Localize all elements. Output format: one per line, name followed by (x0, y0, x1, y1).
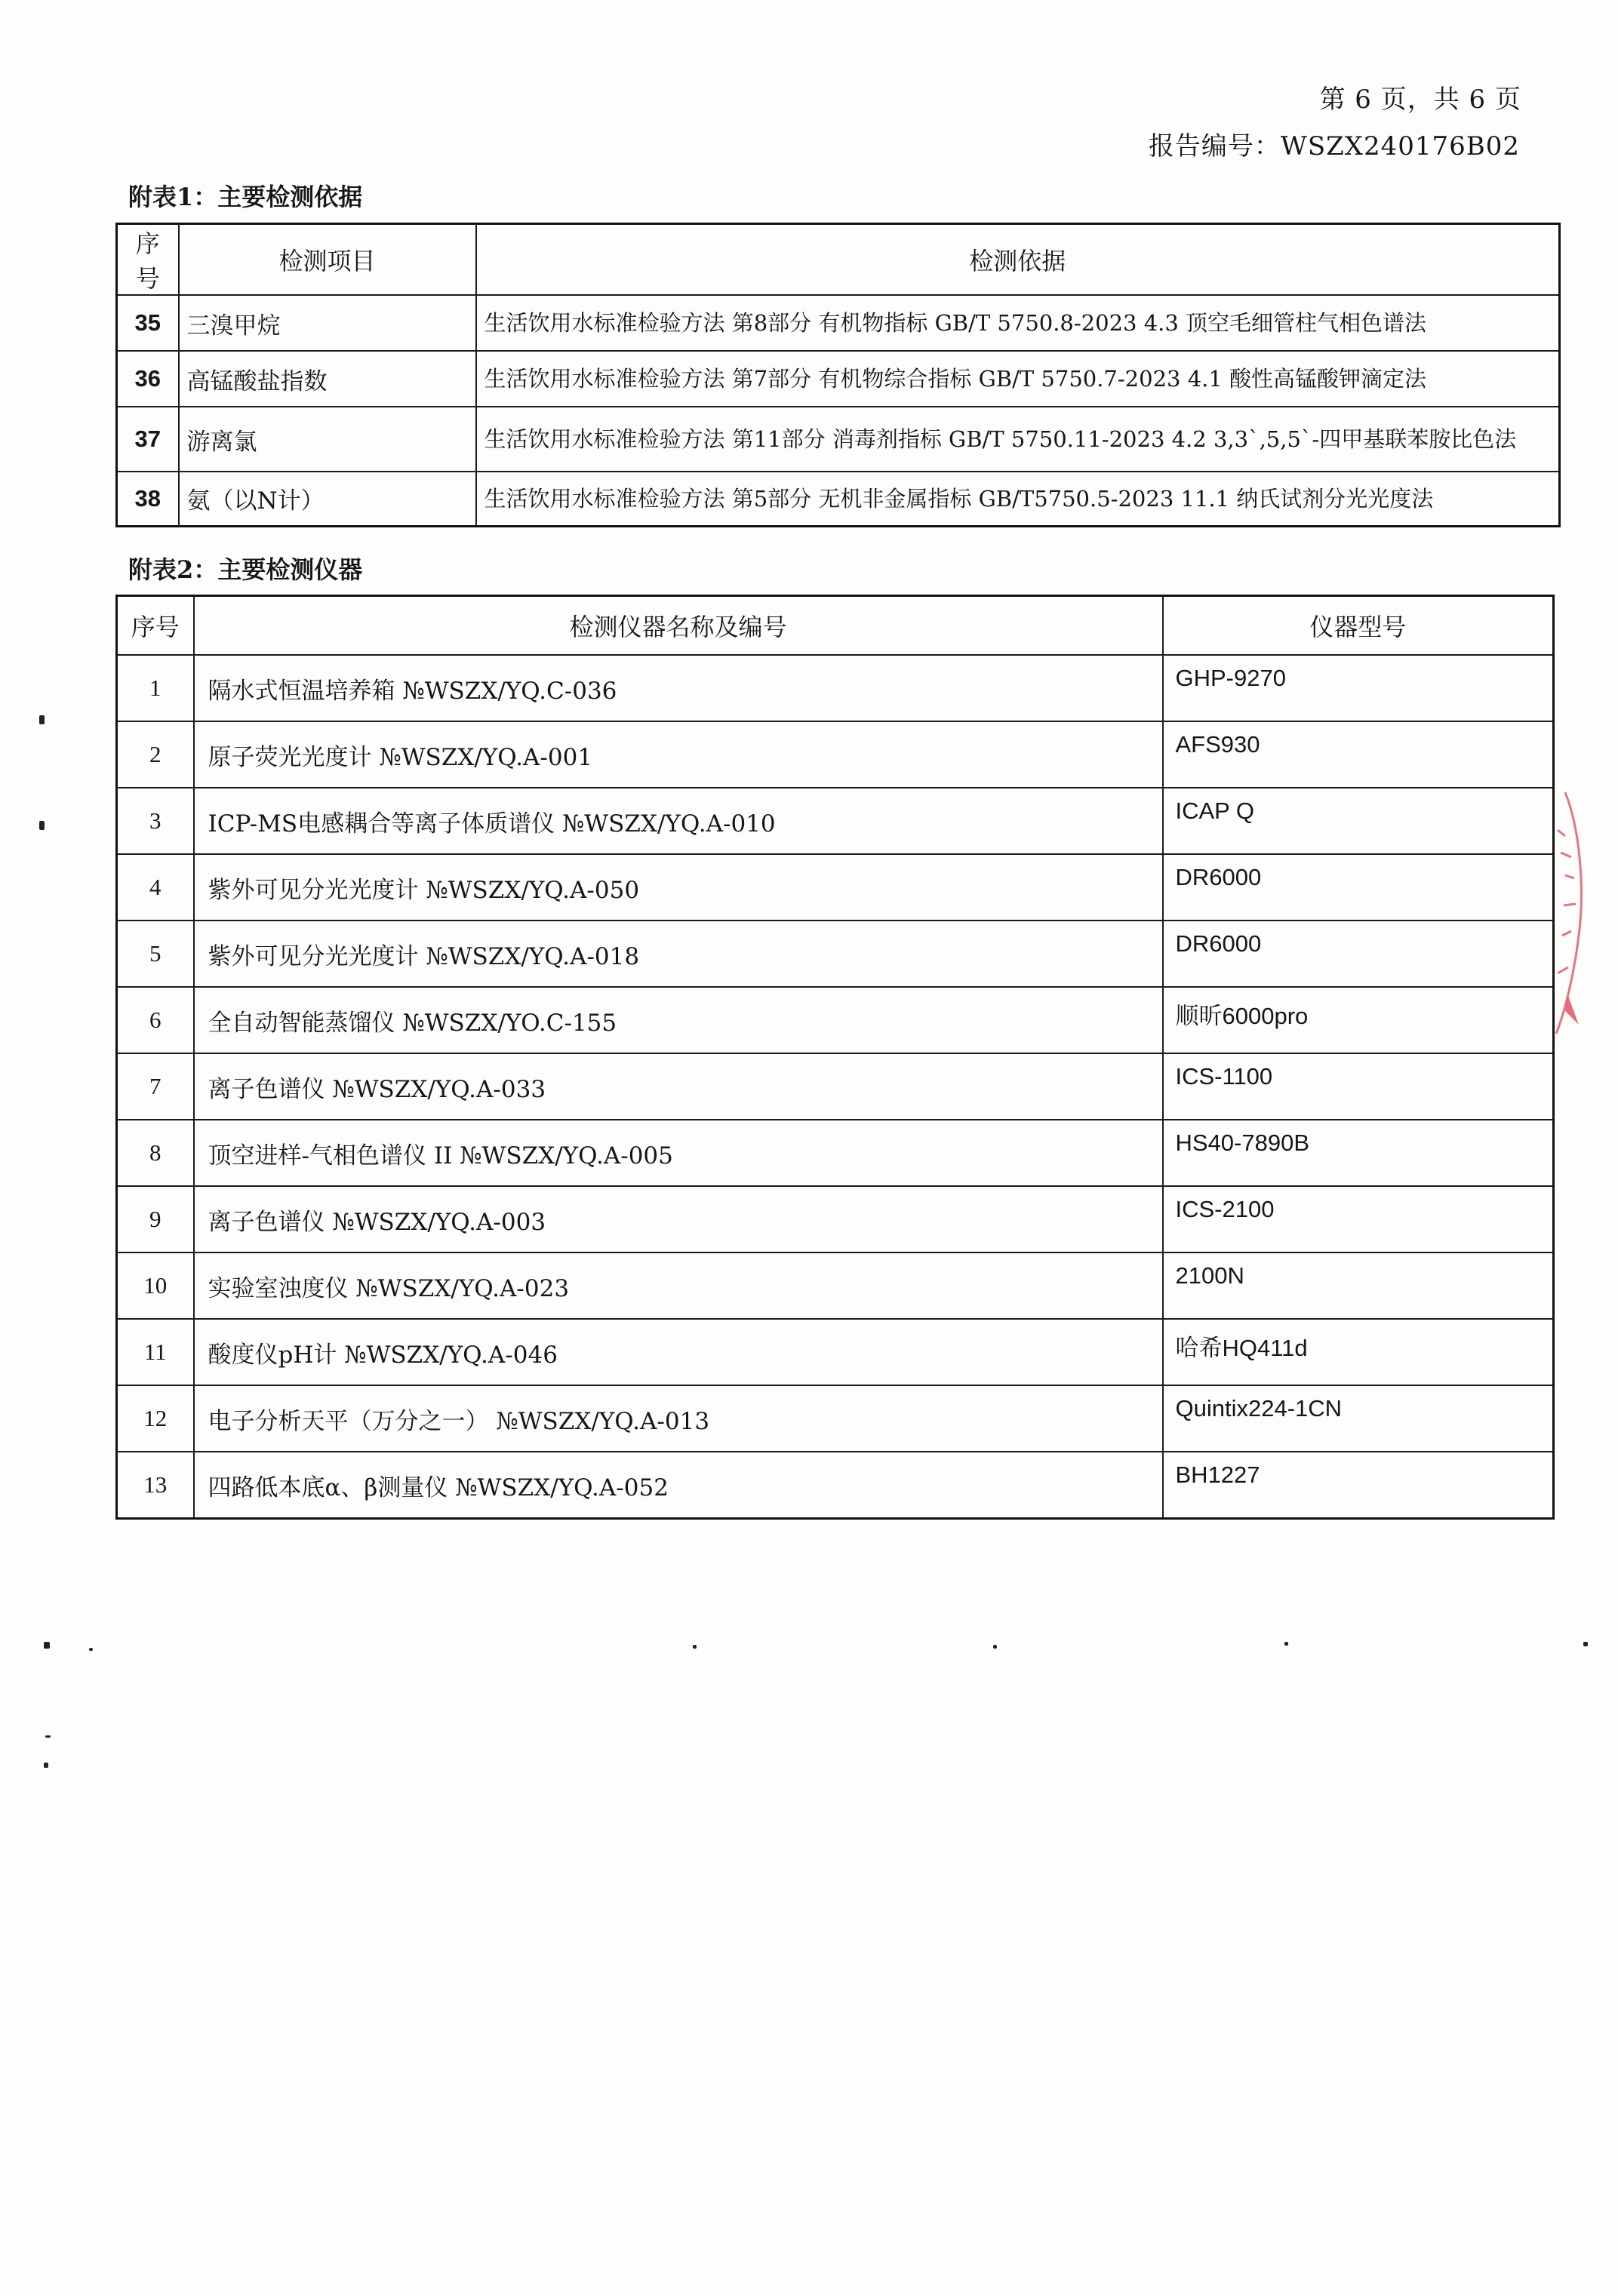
scan-speck (39, 821, 45, 830)
row-instrument: 实验室浊度仪 №WSZX/YQ.A-023 (194, 1253, 1163, 1319)
row-instrument: 隔水式恒温培养箱 №WSZX/YQ.C-036 (194, 655, 1163, 721)
row-basis: 生活饮用水标准检验方法 第7部分 有机物综合指标 GB/T 5750.7-2023 4.1 酸性高锰酸钾滴定法 (476, 351, 1560, 407)
row-no: 4 (117, 854, 194, 921)
row-model: 2100N (1163, 1253, 1554, 1319)
row-instrument: 四路低本底α、β测量仪 №WSZX/YQ.A-052 (194, 1452, 1163, 1519)
table-row (117, 788, 1554, 854)
row-no: 36 (117, 351, 179, 407)
scan-speck (693, 1645, 697, 1649)
row-model: AFS930 (1163, 721, 1554, 788)
row-no: 35 (117, 295, 179, 351)
table-row (117, 407, 1560, 472)
col-header-basis: 检测依据 (476, 224, 1560, 296)
scan-speck (1583, 1642, 1588, 1646)
row-model: DR6000 (1163, 921, 1554, 987)
table1-header-row (117, 224, 1560, 296)
row-no: 38 (117, 472, 179, 526)
row-model: Quintix224-1CN (1163, 1385, 1554, 1452)
table-row (117, 351, 1560, 407)
row-model: GHP-9270 (1163, 655, 1554, 721)
row-model: BH1227 (1163, 1452, 1554, 1519)
row-no: 9 (117, 1186, 194, 1253)
row-basis: 生活饮用水标准检验方法 第5部分 无机非金属指标 GB/T5750.5-2023 11.1 纳氏试剂分光光度法 (476, 472, 1560, 526)
scan-speck (44, 1642, 50, 1649)
row-item: 氨（以N计） (179, 472, 476, 526)
table-row (117, 295, 1560, 351)
row-no: 8 (117, 1120, 194, 1186)
scan-speck (1284, 1642, 1288, 1646)
row-instrument: 离子色谱仪 №WSZX/YQ.A-003 (194, 1186, 1163, 1253)
row-model: ICAP Q (1163, 788, 1554, 854)
scan-speck (89, 1648, 93, 1651)
row-no: 3 (117, 788, 194, 854)
row-no: 12 (117, 1385, 194, 1452)
row-basis: 生活饮用水标准检验方法 第8部分 有机物指标 GB/T 5750.8-2023 4.3 顶空毛细管柱气相色谱法 (476, 295, 1560, 351)
table-row (117, 1319, 1554, 1385)
testing-basis-table (115, 223, 1561, 527)
table-row (117, 721, 1554, 788)
scan-speck (39, 715, 45, 724)
row-instrument: 紫外可见分光光度计 №WSZX/YQ.A-050 (194, 854, 1163, 921)
table-row (117, 1120, 1554, 1186)
table-row (117, 472, 1560, 526)
col-header-instrument: 检测仪器名称及编号 (194, 596, 1163, 656)
row-instrument: ICP-MS电感耦合等离子体质谱仪 №WSZX/YQ.A-010 (194, 788, 1163, 854)
table-row (117, 1452, 1554, 1519)
table-row (117, 1385, 1554, 1452)
row-instrument: 酸度仪pH计 №WSZX/YQ.A-046 (194, 1319, 1163, 1385)
row-no: 37 (117, 407, 179, 472)
row-no: 11 (117, 1319, 194, 1385)
row-instrument: 全自动智能蒸馏仪 №WSZX/YO.C-155 (194, 987, 1163, 1053)
col-header-no: 序号 (117, 224, 179, 296)
table-row (117, 987, 1554, 1053)
table2-header-row (117, 596, 1554, 656)
table-row (117, 854, 1554, 921)
table1-title: 附表1：主要检测依据 (128, 183, 363, 211)
row-basis: 生活饮用水标准检验方法 第11部分 消毒剂指标 GB/T 5750.11-2023 4.2 3,3`,5,5`-四甲基联苯胺比色法 (476, 407, 1560, 472)
col-header-no: 序号 (117, 596, 194, 656)
row-model: HS40-7890B (1163, 1120, 1554, 1186)
row-instrument: 紫外可见分光光度计 №WSZX/YQ.A-018 (194, 921, 1163, 987)
row-item: 高锰酸盐指数 (179, 351, 476, 407)
row-model: ICS-2100 (1163, 1186, 1554, 1253)
scan-speck (44, 1763, 48, 1768)
row-instrument: 离子色谱仪 №WSZX/YQ.A-033 (194, 1053, 1163, 1120)
row-no: 2 (117, 721, 194, 788)
table2-title: 附表2：主要检测仪器 (128, 555, 363, 584)
row-instrument: 顶空进样-气相色谱仪 II №WSZX/YQ.A-005 (194, 1120, 1163, 1186)
row-model: 顺昕6000pro (1163, 987, 1554, 1053)
table-row (117, 1253, 1554, 1319)
row-no: 7 (117, 1053, 194, 1120)
row-item: 游离氯 (179, 407, 476, 472)
col-header-item: 检测项目 (179, 224, 476, 296)
row-no: 10 (117, 1253, 194, 1319)
row-instrument: 电子分析天平（万分之一） №WSZX/YQ.A-013 (194, 1385, 1163, 1452)
red-seal-fragment (1535, 785, 1588, 1041)
row-item: 三溴甲烷 (179, 295, 476, 351)
table-row (117, 655, 1554, 721)
scan-speck (45, 1735, 51, 1738)
row-no: 6 (117, 987, 194, 1053)
scan-speck (993, 1645, 997, 1649)
table-row (117, 1186, 1554, 1253)
row-no: 1 (117, 655, 194, 721)
row-no: 13 (117, 1452, 194, 1519)
row-no: 5 (117, 921, 194, 987)
row-model: ICS-1100 (1163, 1053, 1554, 1120)
table-row (117, 1053, 1554, 1120)
instrument-table (115, 595, 1555, 1520)
table-row (117, 921, 1554, 987)
page-number: 第 6 页，共 6 页 (1319, 85, 1521, 115)
col-header-model: 仪器型号 (1163, 596, 1554, 656)
row-instrument: 原子荧光光度计 №WSZX/YQ.A-001 (194, 721, 1163, 788)
row-model: DR6000 (1163, 854, 1554, 921)
row-model: 哈希HQ411d (1163, 1319, 1554, 1385)
report-number: 报告编号：WSZX240176B02 (1148, 131, 1520, 161)
